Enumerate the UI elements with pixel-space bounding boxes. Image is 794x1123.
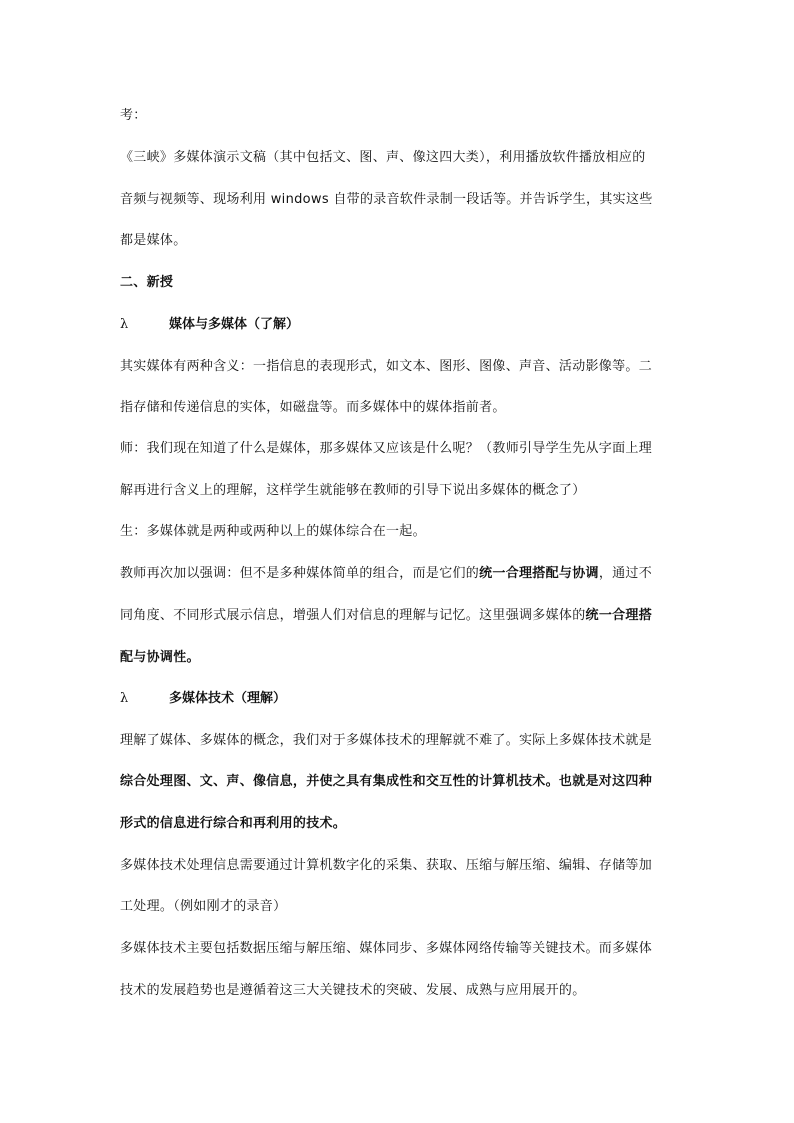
text-line: 生：多媒体就是两种或两种以上的媒体综合在一起。 [120, 524, 426, 539]
text-line: 多媒体技术处理信息需要通过计算机数字化的采集、获取、压缩与解压缩、编辑、存储等加 [120, 858, 653, 873]
text-line: 工处理。（例如刚才的录音） [120, 899, 287, 914]
text-line: 其实媒体有两种含义：一指信息的表现形式，如文本、图形、图像、声音、活动影像等。二 [120, 359, 653, 374]
text-span: ，通过不 [598, 566, 653, 581]
emphasis-line: 综合处理图、文、声、像信息，并使之具有集成性和交互性的计算机技术。也就是对这四种 [120, 774, 653, 789]
bullet-icon: λ [120, 691, 129, 706]
text-line: 音频与视频等、现场利用 windows 自带的录音软件录制一段话等。并告诉学生，其实这些 [120, 192, 653, 207]
emphasis-line: 形式的信息进行综合和再利用的技术。 [120, 816, 347, 831]
text-line: 多媒体技术主要包括数据压缩与解压缩、媒体同步、多媒体网络传输等关键技术。而多媒体 [120, 941, 653, 956]
text-span: 同角度、不同形式展示信息，增强人们对信息的理解与记忆。这里强调多媒体的 [120, 608, 586, 623]
subsection-heading: 多媒体技术（理解） [169, 691, 287, 706]
text-line: 技术的发展趋势也是遵循着这三大关键技术的突破、发展、成熟与应用展开的。 [120, 983, 586, 998]
text-line: 都是媒体。 [120, 233, 187, 248]
text-line: 《三峡》多媒体演示文稿（其中包括文、图、声、像这四大类），利用播放软件播放相应的 [120, 150, 646, 165]
emphasis-line: 配与协调性。 [120, 650, 200, 665]
text-line: 解再进行含义上的理解，这样学生就能够在教师的引导下说出多媒体的概念了） [120, 483, 586, 498]
text-span: 教师再次加以强调：但不是多种媒体简单的组合，而是它们的 [120, 566, 480, 581]
text-line: 理解了媒体、多媒体的概念，我们对于多媒体技术的理解就不难了。实际上多媒体技术就是 [120, 733, 653, 748]
emphasis-text: 统一合理搭配与协调 [479, 566, 599, 581]
text-line: 师：我们现在知道了什么是媒体，那多媒体又应该是什么呢？（教师引导学生先从字面上理 [120, 441, 653, 456]
text-line [120, 566, 652, 582]
bullet-icon: λ [120, 317, 129, 332]
emphasis-text: 统一合理搭 [585, 608, 653, 623]
subsection-heading: 媒体与多媒体（了解） [169, 317, 300, 332]
text-line: 考： [120, 108, 147, 123]
text-line: 指存储和传递信息的实体，如磁盘等。而多媒体中的媒体指前者。 [120, 400, 506, 415]
text-line [120, 608, 652, 624]
section-heading: 二、新授 [120, 275, 174, 290]
